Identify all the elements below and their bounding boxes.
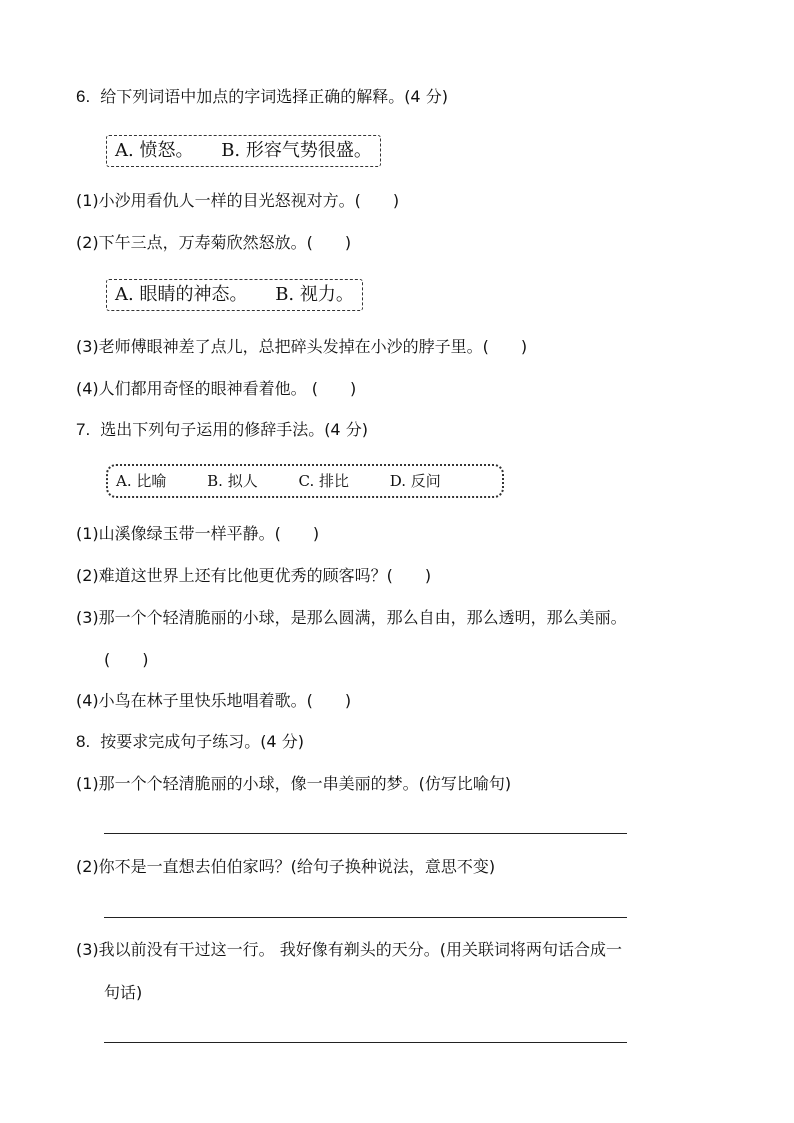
- q6-number: 6.: [76, 87, 91, 106]
- q8-item-3-continued: 句话): [104, 983, 143, 1002]
- q7-item-2: (2)难道这世界上还有比他更优秀的顾客吗？( ): [76, 566, 432, 585]
- q8-answer-line-1[interactable]: [104, 833, 627, 834]
- q6-item-2: (2)下午三点，万寿菊欣然怒放。( ): [76, 233, 352, 252]
- q8-heading: [76, 731, 304, 753]
- q7-item-3-answer: ( ): [104, 650, 149, 669]
- q6-item-3: (3)老师傅眼神差了点儿，总把碎头发掉在小沙的脖子里。( ): [76, 337, 528, 356]
- q7-item-3: (3)那一个个轻清脆丽的小球，是那么圆满，那么自由，那么透明，那么美丽。: [76, 608, 627, 627]
- q8-item-1: (1)那一个个轻清脆丽的小球，像一串美丽的梦。(仿写比喻句): [76, 774, 512, 793]
- q6-box1-option-a: A. 愤怒。: [115, 140, 194, 161]
- q8-item-2: (2)你不是一直想去伯伯家吗？(给句子换种说法，意思不变): [76, 857, 496, 876]
- q7-option-b: B. 拟人: [207, 472, 258, 490]
- q6-box1-option-b: B. 形容气势很盛。: [221, 140, 372, 161]
- q6-item-1: (1)小沙用看仇人一样的目光怒视对方。( ): [76, 191, 400, 210]
- q8-title: 按要求完成句子练习。(4 分): [100, 732, 304, 751]
- q6-box2-option-a: A. 眼睛的神态。: [115, 284, 248, 305]
- q7-heading: [76, 419, 368, 441]
- q6-heading: [76, 86, 448, 108]
- q7-item-4: (4)小鸟在林子里快乐地唱着歌。( ): [76, 691, 352, 710]
- q8-answer-line-2[interactable]: [104, 917, 627, 918]
- q7-item-1: (1)山溪像绿玉带一样平静。( ): [76, 524, 320, 543]
- q7-option-box: [106, 464, 504, 498]
- q7-option-c: C. 排比: [298, 472, 349, 490]
- q6-box2-option-b: B. 视力。: [275, 284, 354, 305]
- q6-item-4: (4)人们都用奇怪的眼神看着他。 ( ): [76, 379, 357, 398]
- q7-option-a: A. 比喻: [116, 472, 167, 490]
- q6-option-box-1: [106, 135, 381, 167]
- q6-title: 给下列词语中加点的字词选择正确的解释。(4 分): [100, 87, 448, 106]
- q7-title: 选出下列句子运用的修辞手法。(4 分): [100, 420, 368, 439]
- q7-number: 7.: [76, 420, 91, 439]
- q8-item-3: (3)我以前没有干过这一行。 我好像有剃头的天分。(用关联词将两句话合成一: [76, 940, 622, 959]
- q8-number: 8.: [76, 732, 91, 751]
- q8-answer-line-3[interactable]: [104, 1042, 627, 1043]
- q6-option-box-2: [106, 279, 363, 311]
- q7-option-d: D. 反问: [389, 472, 441, 490]
